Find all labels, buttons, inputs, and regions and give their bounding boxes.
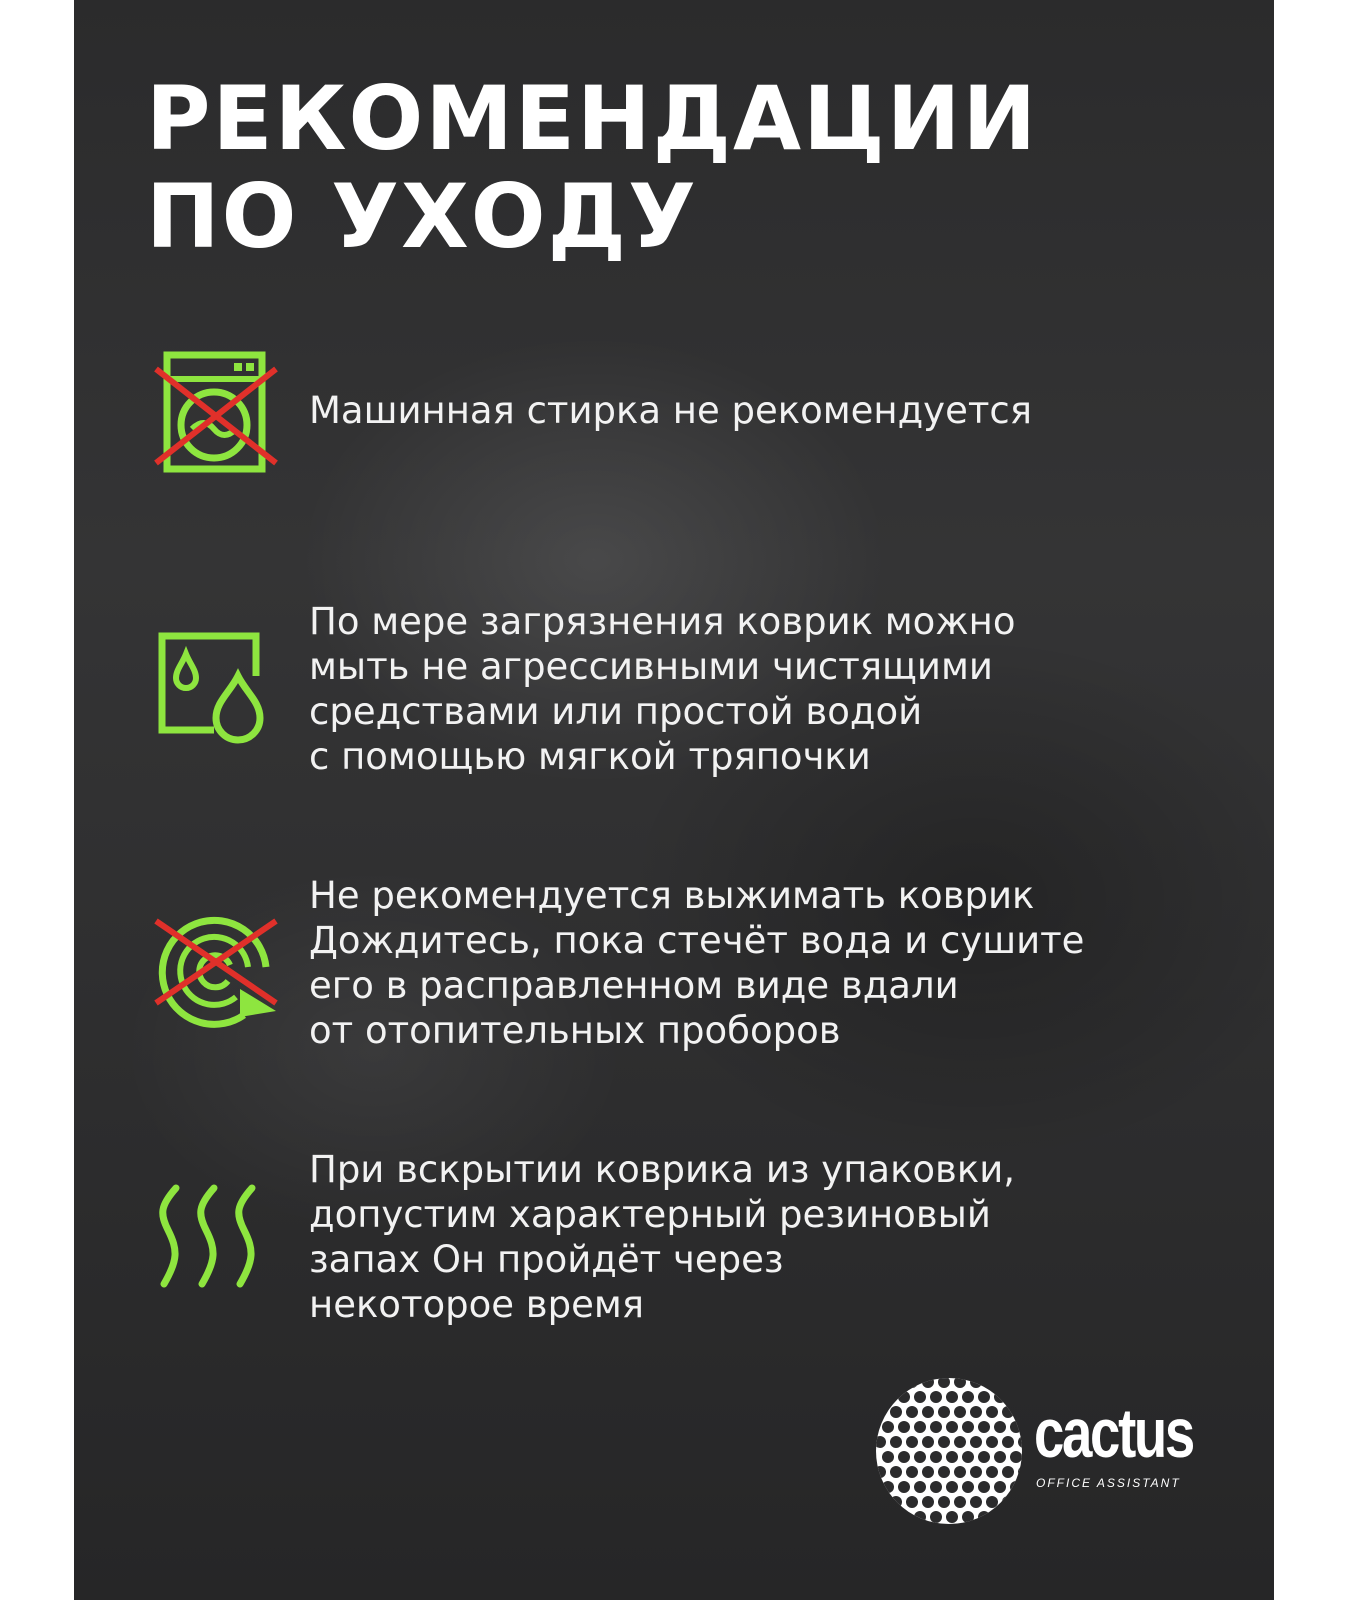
care-item-2-line-1: По мере загрязнения коврик можно — [309, 600, 1016, 643]
brand-tagline: OFFICE ASSISTANT — [1036, 1476, 1181, 1490]
cactus-logo-mark-icon — [874, 1376, 1024, 1526]
care-item-2-line-2: мыть не агрессивными чистящими — [309, 645, 993, 688]
cactus-logo — [874, 1376, 1234, 1536]
care-recommendations-panel — [74, 0, 1274, 1600]
care-item-2-text — [309, 599, 1209, 779]
care-item-4-line-2: допустим характерный резиновый — [309, 1193, 991, 1236]
care-item-3-line-1: Не рекомендуется выжимать коврик — [309, 874, 1035, 917]
brand-name: cactus — [1034, 1394, 1193, 1472]
care-item-2-line-4: с помощью мягкой тряпочки — [309, 735, 871, 778]
care-item-3-line-2: Дождитесь, пока стечёт вода и сушите — [309, 919, 1085, 962]
care-item-3-line-4: от отопительных проборов — [309, 1009, 841, 1052]
care-item-4-line-1: При вскрытии коврика из упаковки, — [309, 1148, 1016, 1191]
care-item-3-line-3: его в расправленном виде вдали — [309, 964, 959, 1007]
title-line-1: РЕКОМЕНДАЦИИ — [146, 67, 1039, 170]
odor-waves-icon — [152, 1178, 282, 1308]
care-item-1-text — [309, 388, 1209, 433]
care-item-1-line-1: Машинная стирка не рекомендуется — [309, 389, 1032, 432]
water-drops-icon — [152, 626, 282, 756]
care-item-4-line-4: некоторое время — [309, 1283, 645, 1326]
title-line-2: ПО УХОДУ — [146, 165, 698, 268]
care-item-4-text — [309, 1147, 1209, 1327]
care-item-3-text — [309, 873, 1209, 1053]
page-title — [146, 67, 1146, 268]
care-item-4-line-3: запах Он пройдёт через — [309, 1238, 784, 1281]
washing-machine-crossed-icon — [152, 347, 282, 477]
wring-crossed-icon — [152, 905, 282, 1035]
care-item-2-line-3: средствами или простой водой — [309, 690, 923, 733]
